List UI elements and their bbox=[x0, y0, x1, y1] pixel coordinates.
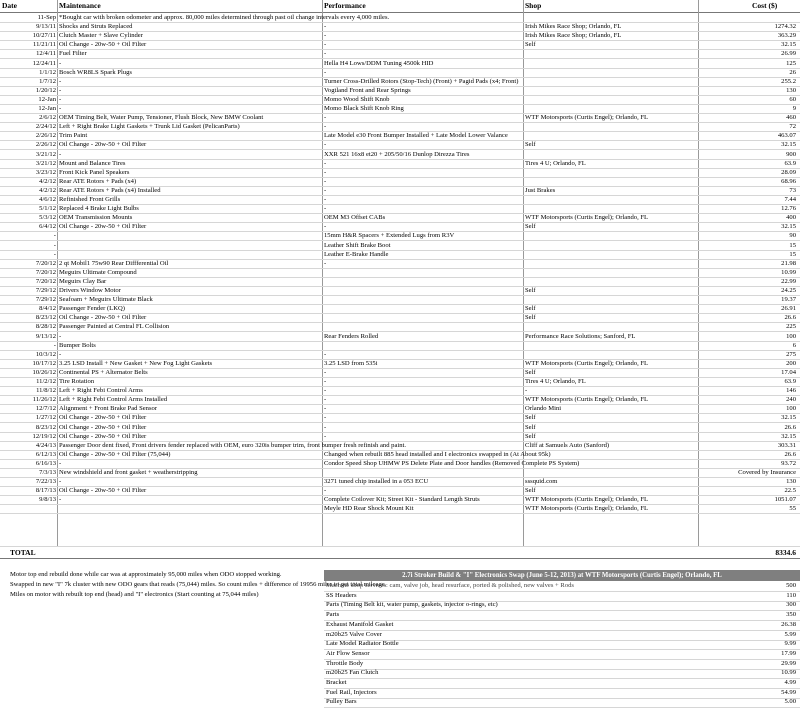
cell-performance[interactable]: - bbox=[324, 168, 327, 176]
cell-cost[interactable]: 10.99 bbox=[781, 268, 796, 276]
cell-performance[interactable]: - bbox=[324, 205, 327, 213]
cell-maintenance[interactable]: Alignment + Front Brake Pad Sensor bbox=[59, 405, 158, 413]
cell-maintenance[interactable]: Meguirs Ultimate Compound bbox=[59, 268, 137, 276]
cell-maintenance[interactable]: Left + Right Brake Light Gaskets + Trunk Lid Gasket (PelicanParts) bbox=[59, 123, 240, 131]
cell-shop[interactable]: sssquid.com bbox=[525, 478, 558, 486]
cell-cost[interactable]: 19.37 bbox=[781, 296, 796, 304]
total-label: TOTAL bbox=[10, 548, 36, 557]
cell-maintenance[interactable]: Left + Right Febi Control Arms bbox=[59, 387, 143, 395]
cell-cost[interactable]: 93.72 bbox=[781, 459, 796, 467]
cell-date[interactable]: 7/22/13 bbox=[35, 478, 56, 486]
build-item-name[interactable]: Air Flow Sensor bbox=[326, 649, 370, 657]
cell-date[interactable]: - bbox=[53, 232, 56, 240]
cell-maintenance[interactable]: Clutch Master + Slave Cylinder bbox=[59, 32, 143, 40]
build-item-name[interactable]: SS Headers bbox=[326, 591, 357, 599]
cell-cost[interactable]: 26.6 bbox=[784, 450, 796, 458]
cell-performance[interactable]: - bbox=[324, 50, 327, 58]
cell-shop[interactable]: Self bbox=[525, 314, 536, 322]
cell-shop[interactable]: Tires 4 U; Orlando, FL bbox=[525, 159, 586, 167]
cell-performance[interactable]: - bbox=[324, 114, 327, 122]
build-item-cost[interactable]: 29.99 bbox=[781, 659, 796, 667]
column-header-row bbox=[0, 0, 800, 13]
cell-maintenance[interactable]: Oil Change - 20w-50 + Oil Filter bbox=[59, 487, 147, 495]
cell-cost[interactable]: 100 bbox=[786, 405, 796, 413]
cell-maintenance[interactable]: Rear ATE Rotors + Pads (x4) Installed bbox=[59, 186, 161, 194]
cell-maintenance[interactable]: Oil Change - 20w-50 + Oil Filter bbox=[59, 414, 147, 422]
cell-shop[interactable]: Performance Race Solutions; Sanford, FL bbox=[525, 332, 636, 340]
cell-cost[interactable]: 72 bbox=[789, 123, 796, 131]
cell-date[interactable]: 9/13/12 bbox=[35, 332, 56, 340]
cell-maintenance[interactable]: New windshield and front gasket + weatherstripping bbox=[59, 469, 198, 476]
cell-date[interactable]: 2/24/12 bbox=[35, 123, 56, 131]
cell-date[interactable]: 7/20/12 bbox=[35, 259, 56, 267]
cell-performance[interactable]: - bbox=[324, 487, 327, 495]
build-section-header[interactable]: 2.7i Stroker Build & "I" Electronics Swap (June 5-12, 2013) at WTF Motorsports (Curtis Engel); Orlando, FL bbox=[324, 570, 800, 581]
cell-date[interactable]: 5/1/12 bbox=[39, 205, 56, 213]
cell-date[interactable]: 1/1/12 bbox=[39, 68, 56, 76]
cell-date[interactable]: 9/13/11 bbox=[36, 23, 56, 31]
cell-shop[interactable]: Self bbox=[525, 368, 536, 376]
build-item-name[interactable]: Bracket bbox=[326, 679, 347, 686]
cell-date[interactable]: 2/26/12 bbox=[35, 141, 56, 149]
cell-performance[interactable]: Complete Coilover Kit; Street Kit - Standard Length Struts bbox=[324, 496, 480, 504]
cell-performance[interactable]: - bbox=[324, 141, 327, 149]
cell-cost[interactable]: 130 bbox=[786, 478, 796, 486]
cell-cost[interactable]: 1051.07 bbox=[774, 496, 796, 504]
cell-cost[interactable]: 32.15 bbox=[781, 432, 796, 440]
cell-maintenance[interactable]: - bbox=[59, 105, 62, 112]
cell-shop[interactable]: Self bbox=[525, 423, 536, 431]
header-date[interactable]: Date bbox=[2, 1, 17, 10]
cell-cost[interactable]: 240 bbox=[786, 396, 796, 404]
cell-performance[interactable]: Turner Cross-Drilled Rotors (Stop-Tech) (Front) + Pagid Pads (x4; Front) bbox=[324, 77, 519, 85]
cell-performance[interactable]: - bbox=[324, 432, 327, 440]
cell-cost[interactable]: 60 bbox=[789, 95, 796, 103]
cell-performance[interactable]: - bbox=[324, 350, 327, 358]
cell-cost[interactable]: 200 bbox=[786, 359, 796, 367]
header-cost[interactable]: Cost ($) bbox=[752, 1, 778, 10]
cell-maintenance[interactable]: *Bought car with broken odometer and approx. 80,000 miles determined through past oil change intervals every 4,000 miles. bbox=[59, 14, 390, 21]
cell-date[interactable]: 7/3/13 bbox=[39, 469, 56, 476]
cell-performance[interactable]: Late Model e30 Front Bumper Installed + Late Model Lower Valance bbox=[324, 132, 508, 140]
cell-performance[interactable]: - bbox=[324, 186, 327, 194]
build-item-name[interactable]: Fuel Rail, Injectors bbox=[326, 688, 377, 696]
cell-performance[interactable]: - bbox=[324, 41, 327, 49]
cell-date[interactable]: 4/2/12 bbox=[39, 177, 56, 185]
cell-maintenance[interactable]: - bbox=[59, 350, 62, 358]
build-item-cost[interactable]: 110 bbox=[786, 591, 796, 599]
build-item-cost[interactable]: 9.99 bbox=[784, 640, 796, 648]
cell-performance[interactable]: - bbox=[324, 159, 327, 167]
total-row bbox=[0, 546, 800, 559]
cell-maintenance[interactable]: OEM Transmission Mounts bbox=[59, 214, 133, 222]
cell-cost[interactable]: 55 bbox=[789, 505, 796, 513]
cell-cost[interactable]: 463.07 bbox=[777, 132, 796, 140]
cell-cost[interactable]: 68.96 bbox=[781, 177, 796, 185]
cell-maintenance[interactable]: Trim Paint bbox=[59, 132, 88, 140]
cell-maintenance[interactable]: Oil Change - 20w-50 + Oil Filter bbox=[59, 41, 147, 49]
cell-shop[interactable]: WTF Motorsports (Curtis Engel); Orlando, FL bbox=[525, 505, 649, 513]
cell-cost[interactable] bbox=[700, 13, 796, 22]
cell-cost[interactable]: 32.15 bbox=[781, 414, 796, 422]
cell-date[interactable]: 1/7/12 bbox=[39, 77, 56, 85]
cell-performance[interactable]: Rear Fenders Rolled bbox=[324, 332, 379, 340]
note-line[interactable]: Miles on motor with rebuilt top end (head) and "I" electronics (Start counting at 75,044 miles) bbox=[10, 591, 259, 598]
cell-date[interactable] bbox=[0, 504, 56, 513]
cell-shop[interactable]: Self bbox=[525, 287, 536, 294]
cell-cost[interactable]: 63.9 bbox=[784, 378, 796, 385]
cell-cost[interactable]: 21.98 bbox=[781, 259, 796, 267]
cell-maintenance[interactable]: - bbox=[59, 59, 62, 67]
cell-date[interactable]: 3/21/12 bbox=[35, 159, 56, 167]
build-item-name[interactable]: Exhaust Manifold Gasket bbox=[326, 620, 394, 628]
cell-maintenance[interactable]: Fuel Filter bbox=[59, 50, 87, 58]
cell-shop[interactable]: Self bbox=[525, 305, 536, 313]
cell-maintenance[interactable]: Shocks and Struts Replaced bbox=[59, 23, 133, 31]
cell-date[interactable]: 8/23/12 bbox=[35, 314, 56, 322]
cell-performance[interactable]: Momo Wood Shift Knob bbox=[324, 95, 390, 103]
cell-date[interactable]: 8/17/13 bbox=[35, 487, 56, 495]
cell-performance[interactable]: - bbox=[324, 368, 327, 376]
cell-performance[interactable]: OEM M3 Offset CABs bbox=[324, 214, 386, 222]
build-item-cost[interactable]: 500 bbox=[786, 582, 796, 589]
build-item-name[interactable]: Parts (Timing Belt kit, water pump, gaskets, injector o-rings, etc) bbox=[326, 601, 498, 609]
cell-maintenance[interactable]: 2 qt Mobil1 75w90 Rear Diffferential Oil bbox=[59, 259, 169, 267]
cell-cost[interactable]: 1274.32 bbox=[774, 23, 796, 31]
cell-date[interactable]: 12-Jan bbox=[38, 95, 56, 103]
cell-shop[interactable]: - bbox=[525, 387, 528, 395]
cell-shop[interactable]: Self bbox=[525, 41, 536, 49]
cell-performance[interactable]: - bbox=[324, 259, 327, 267]
cell-performance[interactable]: - bbox=[324, 396, 327, 404]
cell-shop[interactable]: WTF Motorsports (Curtis Engel); Orlando, FL bbox=[525, 214, 649, 222]
build-item-name[interactable]: Late Model Radiator Bottle bbox=[326, 640, 399, 648]
build-item-name[interactable]: Pulley Bars bbox=[326, 698, 357, 706]
cell-date[interactable]: 8/4/12 bbox=[39, 305, 56, 313]
cell-date[interactable]: - bbox=[53, 241, 56, 249]
cell-date[interactable]: 1/20/12 bbox=[35, 86, 56, 94]
cell-performance[interactable]: 15mm H&R Spacers + Extended Lugs from R3V bbox=[324, 232, 455, 240]
cell-date[interactable]: 10/26/12 bbox=[32, 368, 56, 376]
cell-cost[interactable]: 275 bbox=[786, 350, 796, 358]
cell-maintenance[interactable]: Passenger Fender (LKQ) bbox=[59, 305, 125, 313]
cell-cost[interactable]: 17.04 bbox=[781, 368, 796, 376]
cell-date[interactable]: 4/6/12 bbox=[39, 196, 56, 203]
cell-shop[interactable]: Tires 4 U; Orlando, FL bbox=[525, 378, 586, 385]
cell-cost[interactable]: 28.09 bbox=[781, 168, 796, 176]
cell-maintenance[interactable]: - bbox=[59, 332, 62, 340]
cell-date[interactable]: 5/3/12 bbox=[39, 214, 56, 222]
cell-date[interactable]: 2/26/12 bbox=[35, 132, 56, 140]
cell-maintenance[interactable]: Passenger Painted at Central FL Collision bbox=[59, 323, 170, 331]
cell-performance[interactable]: - bbox=[324, 123, 327, 131]
build-item-name[interactable]: m20b25 Fan Clutch bbox=[326, 669, 379, 677]
cell-cost[interactable]: 63.9 bbox=[784, 159, 796, 167]
build-item-cost[interactable]: 350 bbox=[786, 611, 796, 619]
cell-date[interactable]: 8/28/12 bbox=[35, 323, 56, 331]
cell-performance[interactable]: Leather E-Brake Handle bbox=[324, 250, 389, 258]
cell-date[interactable]: 11/8/12 bbox=[36, 387, 56, 395]
cell-maintenance[interactable]: Replaced 4 Brake Light Bulbs bbox=[59, 205, 139, 213]
cell-performance[interactable]: - bbox=[324, 23, 327, 31]
cell-maintenance[interactable]: Rear ATE Rotors + Pads (x4) bbox=[59, 177, 137, 185]
cell-date[interactable]: 7/29/12 bbox=[35, 296, 56, 304]
cell-date[interactable]: 7/29/12 bbox=[35, 287, 56, 294]
cell-date[interactable]: 6/4/12 bbox=[39, 223, 56, 231]
build-item-cost[interactable]: 54.99 bbox=[781, 688, 796, 696]
build-overlap-text[interactable]: Machine shop services: cam, valve job, head resurface, ported & polished, new valves + Rods bbox=[326, 582, 574, 589]
cell-cost[interactable]: 26.99 bbox=[781, 50, 796, 58]
cell-performance[interactable]: - bbox=[324, 223, 327, 231]
cell-cost[interactable]: 22.99 bbox=[781, 277, 796, 285]
cell-cost[interactable]: 24.25 bbox=[781, 287, 796, 294]
cell-cost[interactable]: 460 bbox=[786, 114, 796, 122]
cell-date[interactable]: 4/24/13 bbox=[35, 441, 56, 449]
cell-date[interactable]: 6/16/13 bbox=[35, 459, 56, 467]
cell-date[interactable]: 12-Jan bbox=[38, 105, 56, 112]
cell-cost[interactable]: 9 bbox=[792, 105, 796, 112]
cell-maintenance[interactable]: Seafoam + Meguirs Ultimate Black bbox=[59, 296, 153, 304]
cell-maintenance[interactable]: Tire Rotation bbox=[59, 378, 95, 385]
cell-performance[interactable]: - bbox=[324, 414, 327, 422]
cell-cost[interactable]: 6 bbox=[792, 341, 796, 349]
cell-shop[interactable]: WTF Motorsports (Curtis Engel); Orlando, FL bbox=[525, 359, 649, 367]
cell-maintenance[interactable]: - bbox=[59, 478, 62, 486]
cell-shop[interactable]: Self bbox=[525, 414, 536, 422]
cell-cost[interactable]: 15 bbox=[789, 241, 796, 249]
cell-cost[interactable]: 303.31 bbox=[777, 441, 796, 449]
cell-performance[interactable]: Vogtland Front and Rear Springs bbox=[324, 86, 411, 94]
cell-maintenance[interactable]: Oil Change - 20w-50 + Oil Filter bbox=[59, 432, 147, 440]
cell-maintenance[interactable]: - bbox=[59, 459, 62, 467]
cell-date[interactable]: 9/8/13 bbox=[39, 496, 56, 504]
cell-cost[interactable]: 26.6 bbox=[784, 423, 796, 431]
cell-performance[interactable]: - bbox=[324, 378, 327, 385]
cell-shop[interactable]: Self bbox=[525, 487, 536, 495]
cell-date[interactable]: 11/2/12 bbox=[36, 378, 56, 385]
cell-date[interactable]: 6/12/13 bbox=[35, 450, 56, 458]
build-item-cost[interactable]: 10.99 bbox=[781, 669, 796, 677]
cell-shop[interactable]: Self bbox=[525, 432, 536, 440]
cell-maintenance[interactable]: - bbox=[59, 496, 62, 504]
cell-maintenance[interactable]: Oil Change - 20w-50 + Oil Filter bbox=[59, 223, 147, 231]
cell-shop[interactable]: Orlando Mini bbox=[525, 405, 562, 413]
cell-cost[interactable]: 26.91 bbox=[781, 305, 796, 313]
cell-cost[interactable]: 73 bbox=[789, 186, 796, 194]
cell-cost[interactable]: 15 bbox=[789, 250, 796, 258]
cell-date[interactable]: 12/24/11 bbox=[32, 59, 56, 67]
cell-date[interactable]: 12/4/11 bbox=[36, 50, 56, 58]
cell-maintenance[interactable]: Bumper Bolts bbox=[59, 341, 96, 349]
cell-cost[interactable]: 900 bbox=[786, 150, 796, 158]
cell-date[interactable]: - bbox=[53, 250, 56, 258]
cell-shop[interactable]: Self bbox=[525, 223, 536, 231]
cell-performance[interactable]: 3.25 LSD from 535i bbox=[324, 359, 378, 367]
cell-performance[interactable]: - bbox=[324, 32, 327, 40]
cell-date[interactable]: 10/3/12 bbox=[35, 350, 56, 358]
cell-date[interactable]: 7/20/12 bbox=[35, 268, 56, 276]
cell-shop[interactable]: Irish Mikes Race Shop; Orlando, FL bbox=[525, 32, 622, 40]
cell-maintenance[interactable]: Oil Change - 20w-50 + Oil Filter bbox=[59, 314, 147, 322]
cell-cost[interactable]: 125 bbox=[786, 59, 796, 67]
cell-cost[interactable]: 32.15 bbox=[781, 223, 796, 231]
build-item-cost[interactable]: 5.00 bbox=[784, 698, 796, 706]
build-item-name[interactable]: Parts bbox=[326, 611, 340, 619]
build-item-name[interactable]: m20b25 Valve Cover bbox=[326, 630, 382, 638]
cell-cost[interactable]: 130 bbox=[786, 86, 796, 94]
cell-date[interactable]: 8/23/12 bbox=[35, 423, 56, 431]
cell-performance[interactable]: Meyle HD Rear Shock Mount Kit bbox=[324, 505, 414, 513]
cell-cost[interactable]: 12.76 bbox=[781, 205, 796, 213]
cell-maintenance[interactable]: - bbox=[59, 77, 62, 85]
cell-shop[interactable]: Just Brakes bbox=[525, 186, 556, 194]
cell-performance[interactable]: - bbox=[324, 196, 327, 203]
cell-maintenance[interactable]: Refinished Front Grills bbox=[59, 196, 121, 203]
cell-shop[interactable]: WTF Motorsports (Curtis Engel); Orlando, FL bbox=[525, 114, 649, 122]
cell-maintenance[interactable]: OEM Timing Belt, Water Pump, Tensioner, Flush Block, New BMW Coolant bbox=[59, 114, 264, 122]
cell-maintenance[interactable]: Meguirs Clay Bar bbox=[59, 277, 107, 285]
cell-maintenance[interactable]: Bosch WR8LS Spark Plugs bbox=[59, 68, 132, 76]
cell-cost[interactable]: 26 bbox=[789, 68, 796, 76]
build-item-cost[interactable]: 26.38 bbox=[781, 620, 796, 628]
build-item-cost[interactable]: 5.99 bbox=[784, 630, 796, 638]
build-item-cost[interactable]: 4.99 bbox=[784, 679, 796, 686]
cell-performance[interactable]: - bbox=[324, 405, 327, 413]
cell-date[interactable]: 11/26/12 bbox=[32, 396, 56, 404]
cell-maintenance[interactable]: Mount and Balance Tires bbox=[59, 159, 126, 167]
build-item-cost[interactable]: 300 bbox=[786, 601, 796, 609]
cell-performance[interactable]: - bbox=[324, 423, 327, 431]
cell-date[interactable]: 4/2/12 bbox=[39, 186, 56, 194]
cell-shop[interactable]: WTF Motorsports (Curtis Engel); Orlando, FL bbox=[525, 496, 649, 504]
cell-maintenance[interactable]: Continental PS + Alternator Belts bbox=[59, 368, 148, 376]
cell-cost[interactable]: 146 bbox=[786, 387, 796, 395]
cell-cost[interactable]: Covered by Insurance bbox=[738, 469, 796, 476]
header-shop[interactable]: Shop bbox=[525, 1, 542, 10]
cell-performance[interactable]: - bbox=[324, 177, 327, 185]
cell-date[interactable]: - bbox=[53, 341, 56, 349]
cell-date[interactable]: 7/20/12 bbox=[35, 277, 56, 285]
cell-date[interactable]: 3/21/12 bbox=[35, 150, 56, 158]
cell-cost[interactable]: 363.29 bbox=[777, 32, 796, 40]
cell-cost[interactable]: 22.5 bbox=[784, 487, 796, 495]
cell-maintenance[interactable]: Drivers Window Motor bbox=[59, 287, 121, 294]
cell-date[interactable]: 12/19/12 bbox=[32, 432, 56, 440]
build-item-cost[interactable]: 17.99 bbox=[781, 649, 796, 657]
cell-shop[interactable]: Irish Mikes Race Shop; Orlando, FL bbox=[525, 23, 622, 31]
cell-maintenance[interactable]: Oil Change - 20w-50 + Oil Filter (75,044) bbox=[59, 450, 171, 458]
cell-performance[interactable]: Hella H4 Lows/DDM Tuning 4500k HID bbox=[324, 59, 434, 67]
cell-cost[interactable]: 7.44 bbox=[784, 196, 796, 203]
table-row bbox=[0, 504, 800, 514]
cell-maintenance[interactable]: - bbox=[59, 86, 62, 94]
cell-performance[interactable]: - bbox=[324, 68, 327, 76]
cell-performance[interactable]: Changed when rebuilt 885 head installed and I electronics swapped in (At About 95k) bbox=[324, 450, 551, 458]
cell-cost[interactable]: 400 bbox=[786, 214, 796, 222]
cell-cost[interactable]: 32.15 bbox=[781, 41, 796, 49]
total-value[interactable]: 8334.6 bbox=[775, 548, 796, 557]
cell-performance[interactable]: - bbox=[324, 387, 327, 395]
cell-maintenance[interactable]: Left + Right Febi Control Arms Installed bbox=[59, 396, 168, 404]
cell-shop[interactable]: Cliff at Samuels Auto (Sanford) bbox=[525, 441, 610, 449]
cell-shop[interactable]: Self bbox=[525, 141, 536, 149]
note-line[interactable]: Motor top end rebuild done while car was at approximately 95,000 miles when ODO stopped working. bbox=[10, 571, 282, 578]
cell-date[interactable]: 2/6/12 bbox=[39, 114, 56, 122]
header-maintenance[interactable]: Maintenance bbox=[59, 1, 101, 10]
cell-maintenance[interactable]: Oil Change - 20w-50 + Oil Filter bbox=[59, 423, 147, 431]
cell-maintenance[interactable]: Passenger Door dent fixed, Front drivers fender replaced with OEM, euro 320is bumper trim, front bumper fresh refinish and paint. bbox=[59, 441, 406, 449]
note-line[interactable]: Swapped in new "I" 7k cluster with new ODO gears that reads (75,044) miles. So count miles + difference of 19956 miles to get total mileage. bbox=[10, 581, 387, 588]
cell-cost[interactable]: 32.15 bbox=[781, 141, 796, 149]
cell-cost[interactable]: 225 bbox=[786, 323, 796, 331]
cell-maintenance[interactable]: 3.25 LSD Install + New Gasket + New Fog Light Gaskets bbox=[59, 359, 213, 367]
cell-performance[interactable]: Momo Black Shift Knob Ring bbox=[324, 105, 404, 112]
cell-shop[interactable]: WTF Motorsports (Curtis Engel); Orlando, FL bbox=[525, 396, 649, 404]
cell-date[interactable]: 10/27/11 bbox=[32, 32, 56, 40]
cell-maintenance[interactable]: - bbox=[59, 95, 62, 103]
cell-performance[interactable]: XXR 521 16x8 et20 + 205/50/16 Dunlop Direzza Tires bbox=[324, 150, 470, 158]
cell-date[interactable]: 1/27/12 bbox=[35, 414, 56, 422]
cell-maintenance[interactable]: - bbox=[59, 150, 62, 158]
build-item-row bbox=[324, 697, 800, 708]
cell-performance[interactable]: Condor Speed Shop UHMW PS Delete Plate and Door handles (Removed Complete PS System) bbox=[324, 459, 580, 467]
cell-cost[interactable]: 100 bbox=[786, 332, 796, 340]
cell-cost[interactable]: 90 bbox=[789, 232, 796, 240]
build-item-name[interactable]: Throttle Body bbox=[326, 659, 364, 667]
cell-cost[interactable]: 26.6 bbox=[784, 314, 796, 322]
cell-performance[interactable]: Leather Shift Brake Boot bbox=[324, 241, 391, 249]
cell-date[interactable]: 12/7/12 bbox=[35, 405, 56, 413]
cell-maintenance[interactable]: Oil Change - 20w-50 + Oil Filter bbox=[59, 141, 147, 149]
cell-cost[interactable]: 255.2 bbox=[781, 77, 796, 85]
cell-maintenance[interactable]: Front Kick Panel Speakers bbox=[59, 168, 130, 176]
cell-performance[interactable]: 3271 tuned chip installed in a 053 ECU bbox=[324, 478, 429, 486]
cell-date[interactable]: 3/23/12 bbox=[35, 168, 56, 176]
header-performance[interactable]: Performance bbox=[324, 1, 366, 10]
cell-date[interactable]: 11/21/11 bbox=[33, 41, 56, 49]
cell-date[interactable]: 11-Sep bbox=[37, 14, 56, 21]
cell-date[interactable]: 10/17/12 bbox=[32, 359, 56, 367]
